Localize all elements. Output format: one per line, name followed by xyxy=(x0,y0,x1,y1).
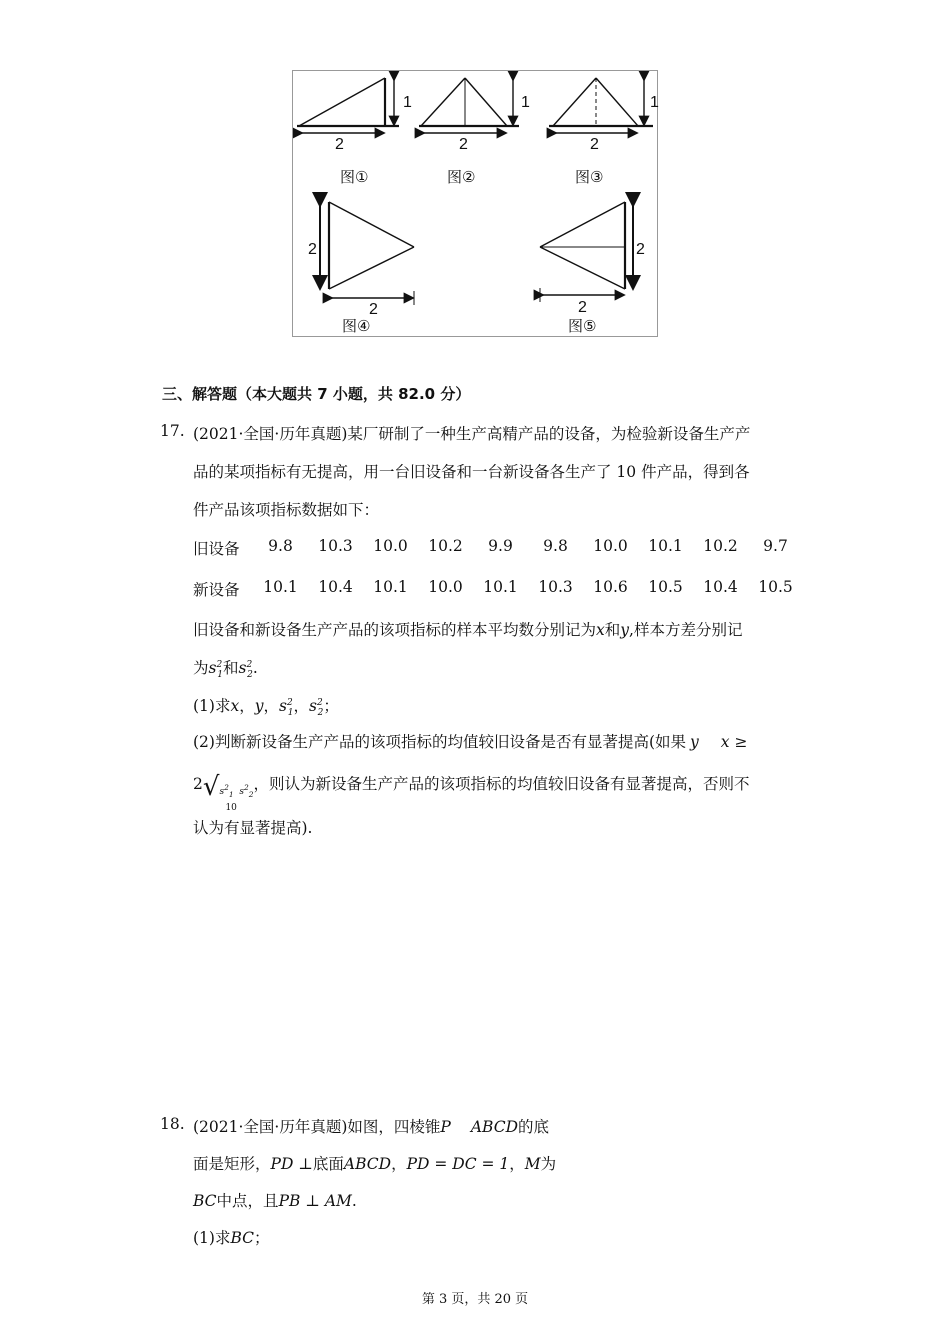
q17-line-2: 品的某项指标有无提高，用一台旧设备和一台新设备各生产了 10 件产品，得到各 xyxy=(193,463,750,481)
table-cell: 10.2 xyxy=(428,537,463,555)
fig5-caption: 图⑤ xyxy=(568,317,597,335)
table-cell: 10.4 xyxy=(318,578,353,596)
figure-1 xyxy=(297,78,399,133)
fig4-height-label: 2 xyxy=(308,241,317,258)
table-cell: 10.5 xyxy=(758,578,793,596)
table-cell: 10.1 xyxy=(373,578,408,596)
table-row-new xyxy=(193,578,803,600)
table-cell: 9.8 xyxy=(543,537,568,555)
table-cell: 10.0 xyxy=(428,578,463,596)
table-cell: 10.0 xyxy=(373,537,408,555)
row-label: 新设备 xyxy=(193,581,240,599)
table-cell: 10.2 xyxy=(703,537,738,555)
fig3-width-label: 2 xyxy=(590,136,599,153)
table-row-old xyxy=(193,537,803,559)
section-title: 三、解答题（本大题共 7 小题，共 82.0 分） xyxy=(162,385,471,403)
table-cell: 10.6 xyxy=(593,578,628,596)
q18-line-2: 面是矩形，PD ⊥底面ABCD，PD = DC = 1，M为 xyxy=(193,1155,557,1173)
figure-5 xyxy=(540,202,633,302)
figure-4 xyxy=(320,202,414,305)
figure-2 xyxy=(419,78,519,133)
geometry-figures xyxy=(292,70,658,337)
table-cell: 9.9 xyxy=(488,537,513,555)
q17-part-1: (1)求x，y，$s^2_1$，$s^2_2$； xyxy=(193,697,339,719)
q17-line-3: 件产品该项指标数据如下： xyxy=(193,501,380,519)
fig1-height-label: 1 xyxy=(403,94,412,111)
fig2-caption: 图② xyxy=(447,168,476,186)
table-cell: 10.4 xyxy=(703,578,738,596)
q17-number: 17. xyxy=(160,422,185,440)
q17-after-table-line-1: 旧设备和新设备生产产品的该项指标的样本平均数分别记为x和y,样本方差分别记 xyxy=(193,621,743,639)
q18-number: 18. xyxy=(160,1115,185,1133)
table-cell: 9.7 xyxy=(763,537,788,555)
q17-line-1: (2021·全国·历年真题)某厂研制了一种生产高精产品的设备，为检验新设备生产产 xyxy=(193,425,751,443)
fig2-width-label: 2 xyxy=(459,136,468,153)
table-cell: 10.1 xyxy=(263,578,298,596)
fig4-width-label: 2 xyxy=(369,301,378,318)
q18-part-1: (1)求BC； xyxy=(193,1229,270,1247)
q18-line-1: (2021·全国·历年真题)如图，四棱锥P ABCD的底 xyxy=(193,1118,550,1136)
table-cell: 10.3 xyxy=(318,537,353,555)
table-cell: 10.1 xyxy=(483,578,518,596)
table-cell: 10.3 xyxy=(538,578,573,596)
figure-3 xyxy=(549,78,653,133)
fig4-caption: 图④ xyxy=(342,317,371,335)
q17-after-table-line-2: 为$s^2_1$和$s^2_2$. xyxy=(193,659,258,681)
fig1-caption: 图① xyxy=(340,168,369,186)
q17-part-2-line-3: 认为有显著提高). xyxy=(193,819,313,837)
table-cell: 10.5 xyxy=(648,578,683,596)
fig3-height-label: 1 xyxy=(650,94,659,111)
fig5-height-label: 2 xyxy=(636,241,645,258)
q18-line-3: BC中点，且PB ⊥ AM. xyxy=(193,1192,357,1210)
fig3-caption: 图③ xyxy=(575,168,604,186)
figures-drawing xyxy=(293,71,659,338)
table-cell: 10.1 xyxy=(648,537,683,555)
q17-part-2-line-1: (2)判断新设备生产产品的该项指标的均值较旧设备是否有显著提高(如果 y x ≥ xyxy=(193,733,748,751)
fig1-width-label: 2 xyxy=(335,136,344,153)
table-cell: 9.8 xyxy=(268,537,293,555)
row-label: 旧设备 xyxy=(193,540,240,558)
page-footer: 第 3 页，共 20 页 xyxy=(421,1292,529,1307)
q17-part-2-line-2: 2√ $s^2_1$ $s^2_2$ 10 ，则认为新设备生产产品的该项指标的均值较旧设备有显著提高，否则不 xyxy=(193,772,750,813)
fig2-height-label: 1 xyxy=(521,94,530,111)
table-cell: 10.0 xyxy=(593,537,628,555)
fig5-width-label: 2 xyxy=(578,299,587,316)
